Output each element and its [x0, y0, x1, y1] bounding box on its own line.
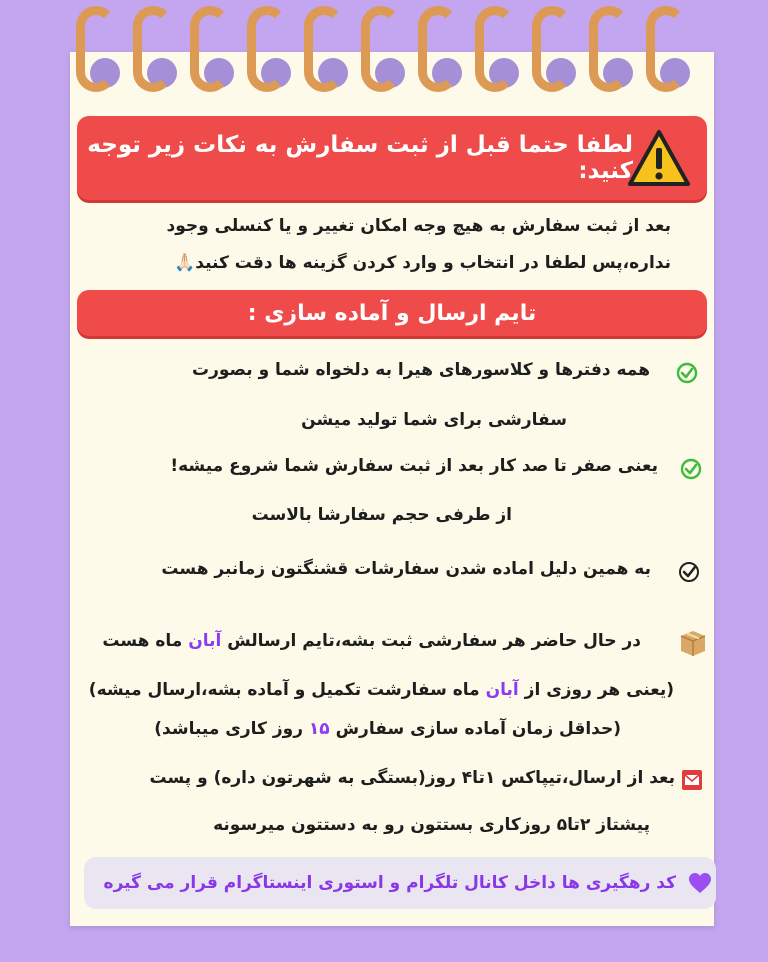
green-check-icon	[680, 458, 702, 480]
shipping-line-3: (حداقل زمان آماده سازی سفارش ۱۵ روز کاری میباشد)	[154, 719, 621, 739]
preparation-days: ۱۵	[308, 719, 330, 739]
section-banner	[77, 290, 707, 336]
shipping-month: آبان	[188, 631, 222, 651]
purple-heart-icon	[688, 872, 712, 894]
section-banner-title: تایم ارسال و آماده سازی :	[247, 300, 537, 326]
intro-line-2: نداره،پس لطفا در انتخاب و وارد کردن گزینه ها دقت کنید🙏🏻	[174, 253, 671, 273]
item-1-line-1: همه دفترها و کلاسورهای هیرا به دلخواه شما و بصورت	[191, 360, 650, 380]
warning-banner-title: لطفا حتما قبل از ثبت سفارش به نکات زیر توجه کنید:	[87, 132, 633, 184]
item-1-line-2: سفارشی برای شما تولید میشن	[301, 410, 567, 430]
item-3-line-1: به همین دلیل اماده شدن سفارشات قشنگتون زمانبر هست	[161, 559, 651, 579]
spiral-ring	[644, 2, 700, 98]
tracking-code-note	[84, 857, 716, 909]
shipping-line-2: (یعنی هر روزی از آبان ماه سفارشت تکمیل و آماده بشه،ارسال میشه)	[88, 680, 674, 700]
spiral-ring	[245, 2, 301, 98]
spiral-binding	[74, 2, 694, 98]
spiral-ring	[587, 2, 643, 98]
shipping-month: آبان	[485, 680, 519, 700]
green-check-icon	[676, 362, 698, 384]
item-2-line-2: از طرفی حجم سفارشا بالاست	[251, 505, 512, 525]
intro-line-1: بعد از ثبت سفارش به هیچ وجه امکان تغییر و یا کنسلی وجود	[166, 216, 671, 236]
shipping-line-1: در حال حاضر هر سفارشی ثبت بشه،تایم ارسالش آبان ماه هست	[102, 631, 641, 651]
spiral-ring	[416, 2, 472, 98]
spiral-ring	[359, 2, 415, 98]
spiral-ring	[188, 2, 244, 98]
spiral-ring	[530, 2, 586, 98]
spiral-ring	[131, 2, 187, 98]
package-icon	[678, 628, 708, 658]
spiral-ring	[74, 2, 130, 98]
warning-icon	[627, 128, 691, 188]
check-icon	[678, 561, 700, 583]
item-2-line-1: یعنی صفر تا صد کار بعد از ثبت سفارش شما شروع میشه!	[170, 456, 658, 476]
footer-text: کد رهگیری ها داخل کانال تلگرام و استوری اینستاگرام قرار می گیره	[103, 873, 676, 893]
spiral-ring	[473, 2, 529, 98]
post-line-2: پیشتاز ۲تا۵ روزکاری بستتون رو به دستتون میرسونه	[213, 815, 650, 835]
mailbox-icon	[680, 768, 704, 792]
post-line-1: بعد از ارسال،تیپاکس ۱تا۴ روز(بستگی به شهرتون داره) و پست	[149, 768, 675, 788]
warning-banner	[77, 116, 707, 200]
spiral-ring	[302, 2, 358, 98]
